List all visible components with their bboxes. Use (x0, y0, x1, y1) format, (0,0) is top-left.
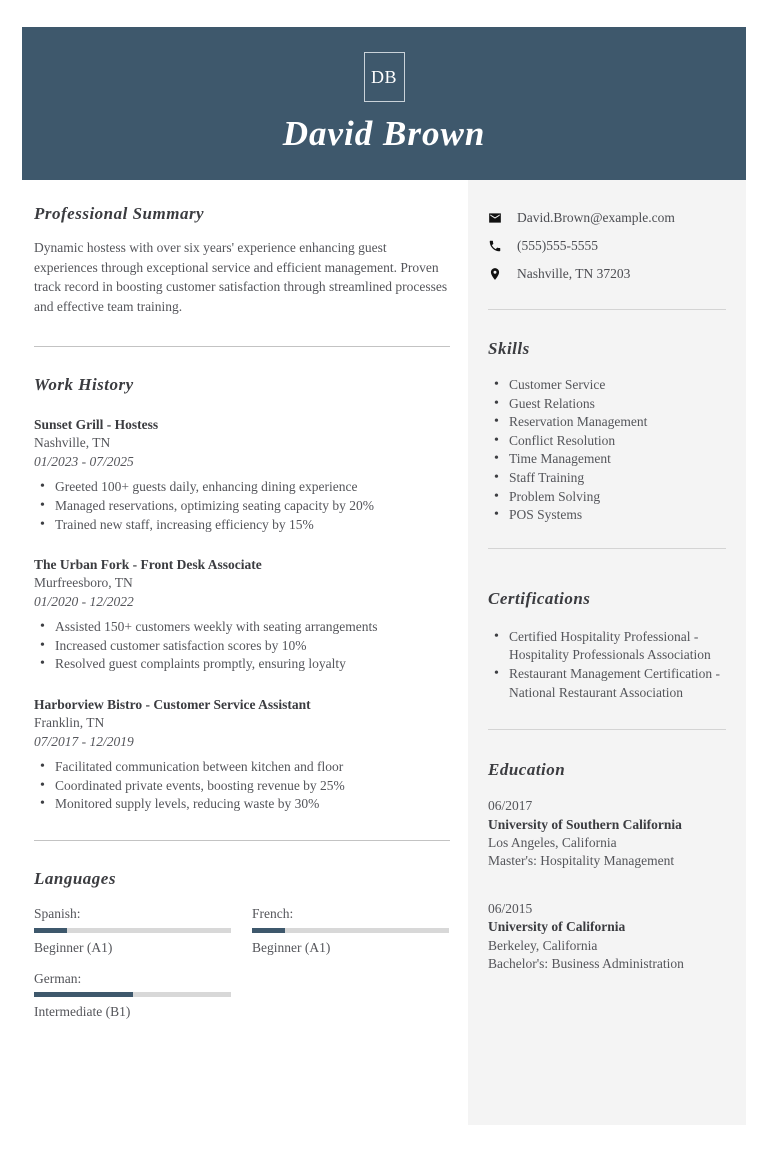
divider (488, 309, 726, 310)
contact-phone: (555)555-5555 (517, 238, 598, 253)
skill-item: • Time Management (488, 450, 726, 469)
email-icon (488, 211, 502, 225)
phone-icon (488, 239, 502, 253)
skill-item: • Problem Solving (488, 488, 726, 507)
skill-item: • Staff Training (488, 469, 726, 488)
job-bullet: • Coordinated private events, boosting revenue by 25% (34, 777, 450, 796)
language-item (34, 969, 231, 1022)
job-bullet: • Managed reservations, optimizing seating capacity by 20% (34, 497, 450, 516)
certification-item: • Certified Hospitality Professional - Hospitality Professionals Association (488, 628, 726, 665)
divider (488, 548, 726, 549)
contact-row-location (488, 266, 726, 282)
language-level-label: Beginner (A1) (252, 939, 331, 955)
certification-item: • Restaurant Management Certification - National Restaurant Association (488, 665, 726, 702)
education-heading: Education (488, 760, 566, 780)
job-entry (34, 695, 450, 814)
languages-heading: Languages (34, 868, 116, 888)
skill-item: • POS Systems (488, 506, 726, 525)
divider (488, 729, 726, 730)
education-entry (488, 900, 726, 974)
job-bullet-list (34, 758, 450, 814)
language-level-fill (34, 928, 67, 933)
job-entry (34, 555, 450, 674)
language-level-bar (252, 928, 449, 933)
sidebar-column (468, 180, 746, 1125)
certifications-list (488, 628, 726, 702)
job-entry (34, 415, 450, 534)
job-bullet: • Greeted 100+ guests daily, enhancing dining experience (34, 478, 450, 497)
job-bullet-list (34, 478, 450, 534)
main-column (34, 180, 450, 1022)
skills-list (488, 376, 726, 525)
education-location: Los Angeles, California (488, 834, 617, 850)
education-location: Berkeley, California (488, 937, 598, 953)
skills-heading: Skills (488, 339, 530, 358)
summary-heading: Professional Summary (34, 204, 205, 223)
language-level-bar (34, 992, 231, 997)
skill-item: • Reservation Management (488, 413, 726, 432)
divider (34, 346, 450, 347)
language-name: German: (34, 971, 82, 986)
monogram-initials: DB (370, 66, 397, 87)
education-school: University of California (488, 919, 626, 935)
job-bullet: • Resolved guest complaints promptly, ensuring loyalty (34, 655, 450, 674)
language-name: French: (252, 906, 294, 922)
job-location: Murfreesboro, TN (34, 575, 133, 591)
monogram-badge (364, 52, 405, 102)
divider (34, 840, 450, 841)
language-level-label: Beginner (A1) (34, 939, 113, 955)
summary-text: Dynamic hostess with over six years' experience enhancing guest experiences through exceptional service and efficient management. Proven track record in boosting customer satisfaction through streamlined processes and effective team training. (34, 240, 448, 314)
language-item (34, 904, 231, 957)
language-level-label: Intermediate (B1) (34, 1004, 131, 1020)
education-date: 06/2015 (488, 900, 533, 916)
language-level-fill (34, 992, 133, 997)
education-date: 06/2017 (488, 798, 533, 814)
job-bullet-list (34, 618, 450, 674)
education-school: University of Southern California (488, 816, 682, 832)
contact-email: David.Brown@example.com (517, 210, 675, 225)
skill-item: • Guest Relations (488, 395, 726, 414)
job-title: The Urban Fork - Front Desk Associate (34, 557, 262, 573)
job-bullet: • Assisted 150+ customers weekly with seating arrangements (34, 618, 450, 637)
job-location: Nashville, TN (34, 435, 111, 451)
job-title: Sunset Grill - Hostess (34, 417, 159, 433)
job-bullet: • Facilitated communication between kitchen and floor (34, 758, 450, 777)
certifications-heading: Certifications (488, 588, 591, 608)
education-degree: Bachelor's: Business Administration (488, 955, 684, 971)
job-bullet: • Increased customer satisfaction scores by 10% (34, 637, 450, 656)
job-location: Franklin, TN (34, 715, 105, 730)
contact-row-email (488, 210, 726, 226)
language-level-bar (34, 928, 231, 933)
language-item (252, 904, 449, 957)
contact-row-phone (488, 238, 726, 254)
education-entry (488, 797, 726, 871)
job-title: Harborview Bistro - Customer Service Assistant (34, 697, 311, 712)
job-dates: 01/2023 - 07/2025 (34, 453, 134, 469)
job-bullet: • Trained new staff, increasing efficiency by 15% (34, 516, 450, 535)
work-history-heading: Work History (34, 375, 134, 395)
resume-header (22, 27, 746, 180)
candidate-name: David Brown (282, 114, 486, 153)
job-dates: 01/2020 - 12/2022 (34, 593, 134, 609)
education-degree: Master's: Hospitality Management (488, 853, 675, 869)
language-level-fill (252, 928, 285, 933)
skill-item: • Conflict Resolution (488, 432, 726, 451)
language-name: Spanish: (34, 906, 81, 922)
job-dates: 07/2017 - 12/2019 (34, 733, 134, 749)
job-bullet: • Monitored supply levels, reducing waste by 30% (34, 795, 450, 814)
skill-item: • Customer Service (488, 376, 726, 395)
location-pin-icon (488, 267, 502, 281)
contact-location: Nashville, TN 37203 (517, 266, 631, 281)
languages-grid (34, 904, 450, 1022)
